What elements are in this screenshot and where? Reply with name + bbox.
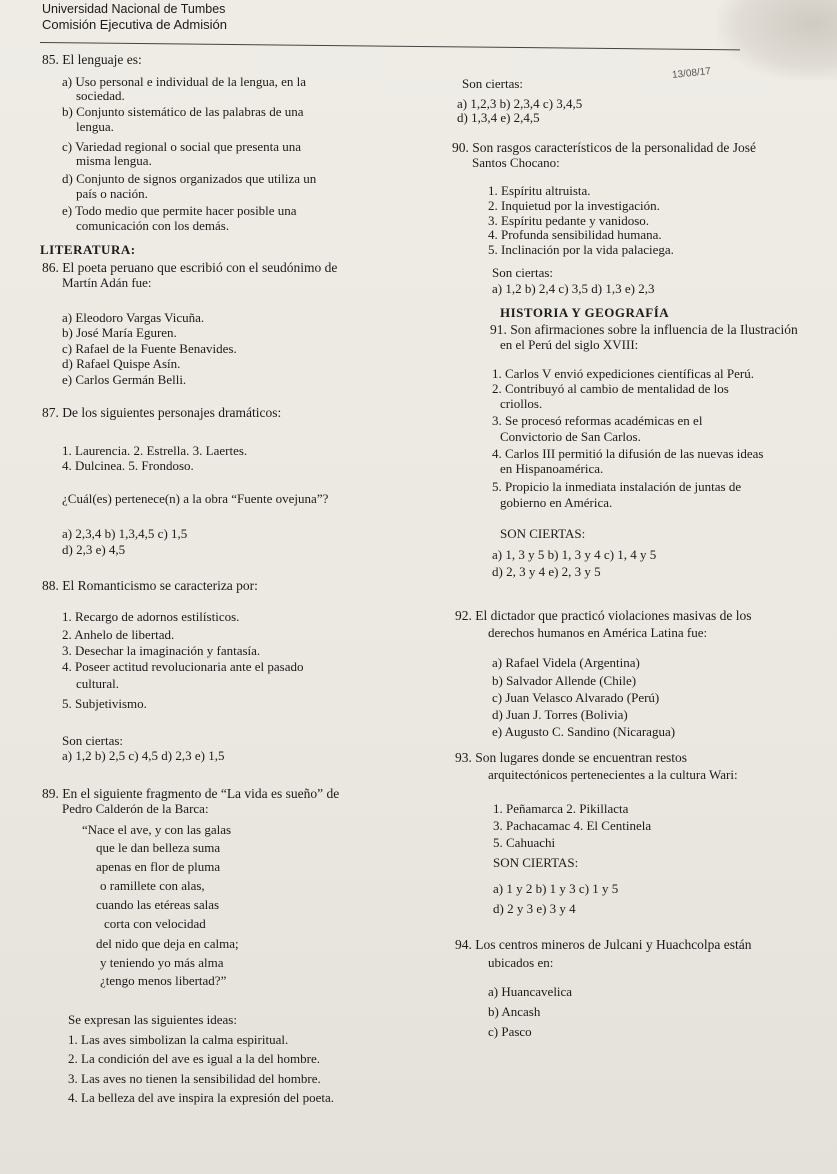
text-line-q87-o2: d) 2,3 e) 4,5: [62, 542, 126, 557]
text-line-q85-d2: país o nación.: [76, 186, 148, 201]
text-line-q92-c: c) Juan Velasco Alvarado (Perú): [492, 690, 660, 705]
date-stamp: 13/08/17: [671, 65, 712, 82]
text-line-q91-2: en el Perú del siglo XVIII:: [500, 337, 639, 352]
text-line-q86-c: c) Rafael de la Fuente Benavides.: [62, 341, 237, 356]
text-line-q86-a: a) Eleodoro Vargas Vicuña.: [62, 310, 205, 325]
text-line-q85-o1: a) 1,2,3 b) 2,3,4 c) 3,4,5: [457, 96, 583, 111]
text-line-q85-c1: c) Variedad regional o social que presenta una: [62, 139, 302, 154]
text-line-q85-d1: d) Conjunto de signos organizados que utiliza un: [62, 171, 317, 186]
text-line-q85-o2: d) 1,3,4 e) 2,4,5: [457, 110, 540, 125]
text-line-q88-i3: 3. Desechar la imaginación y fantasía.: [62, 643, 261, 658]
text-line-q89-i1: 1. Las aves simbolizan la calma espiritual.: [68, 1032, 289, 1047]
text-line-q86-d: d) Rafael Quispe Asín.: [62, 356, 181, 371]
text-line-q92-e: e) Augusto C. Sandino (Nicaragua): [492, 724, 676, 739]
text-line-q87-1: 87. De los siguientes personajes dramáticos:: [42, 405, 282, 420]
text-line-q93-2: arquitectónicos pertenecientes a la cultura Wari:: [488, 767, 738, 782]
text-line-q85-e2: comunicación con los demás.: [76, 218, 230, 233]
text-line-q91-i3a: 3. Se procesó reformas académicas en el: [492, 413, 703, 428]
text-line-q85-a2: sociedad.: [76, 88, 125, 103]
text-line-q86-2: Martín Adán fue:: [62, 275, 152, 290]
text-line-q89-1: 89. En el siguiente fragmento de “La vida es sueño” de: [42, 786, 340, 801]
text-line-q91-i2b: criollos.: [500, 396, 543, 411]
text-line-q94-a: a) Huancavelica: [488, 984, 573, 999]
text-line-q89-p4: o ramillete con alas,: [100, 878, 205, 893]
text-line-q93-i1: 1. Peñamarca 2. Pikillacta: [493, 801, 629, 816]
text-line-q85-c2: misma lengua.: [76, 153, 152, 168]
text-line-q90-i4: 4. Profunda sensibilidad humana.: [488, 227, 662, 242]
text-line-q93-son: SON CIERTAS:: [493, 855, 579, 870]
text-line-q88-i4a: 4. Poseer actitud revolucionaria ante el pasado: [62, 659, 304, 674]
text-line-q91-1: 91. Son afirmaciones sobre la influencia de la Ilustración: [490, 322, 798, 337]
text-line-q85-son: Son ciertas:: [462, 76, 524, 91]
text-line-q91-i3b: Convictorio de San Carlos.: [500, 429, 641, 444]
text-line-q87-l1: 1. Laurencia. 2. Estrella. 3. Laertes.: [62, 443, 248, 458]
text-line-q93-o2: d) 2 y 3 e) 3 y 4: [493, 901, 576, 916]
text-line-q94-2: ubicados en:: [488, 955, 554, 970]
text-line-q93-i2: 3. Pachacamac 4. El Centinela: [493, 818, 652, 833]
text-line-q85-title: 85. El lenguaje es:: [42, 52, 142, 67]
text-line-q86-e: e) Carlos Germán Belli.: [62, 372, 187, 387]
text-line-q92-2: derechos humanos en América Latina fue:: [488, 625, 708, 640]
text-line-lit-heading: LITERATURA:: [40, 242, 136, 257]
text-line-q90-i2: 2. Inquietud por la investigación.: [488, 198, 660, 213]
text-line-q89-p7: del nido que deja en calma;: [96, 936, 239, 951]
right-column: [452, 0, 812, 1174]
text-line-q92-b: b) Salvador Allende (Chile): [492, 673, 637, 688]
text-line-q91-son: SON CIERTAS:: [500, 526, 586, 541]
text-line-q94-1: 94. Los centros mineros de Julcani y Huachcolpa están: [455, 937, 752, 952]
text-line-q89-p2: que le dan belleza suma: [96, 840, 221, 855]
text-line-q90-1: 90. Son rasgos característicos de la personalidad de José: [452, 140, 757, 155]
text-line-q91-i1: 1. Carlos V envió expediciones científicas al Perú.: [492, 366, 754, 381]
text-line-q89-p8: y teniendo yo más alma: [100, 955, 224, 970]
text-line-q94-b: b) Ancash: [488, 1004, 541, 1019]
text-line-q89-p3: apenas en flor de pluma: [96, 859, 221, 874]
text-line-q88-son: Son ciertas:: [62, 733, 124, 748]
text-line-q92-d: d) Juan J. Torres (Bolivia): [492, 707, 628, 722]
text-line-q88-1: 88. El Romanticismo se caracteriza por:: [42, 578, 258, 593]
text-line-q87-q: ¿Cuál(es) pertenece(n) a la obra “Fuente ovejuna”?: [62, 491, 329, 506]
text-line-q91-o1: a) 1, 3 y 5 b) 1, 3 y 4 c) 1, 4 y 5: [492, 547, 657, 562]
text-line-q89-2: Pedro Calderón de la Barca:: [62, 801, 209, 816]
text-line-q90-son: Son ciertas:: [492, 265, 554, 280]
text-line-q88-i2: 2. Anhelo de libertad.: [62, 627, 175, 642]
text-line-q88-i5: 5. Subjetivismo.: [62, 696, 147, 711]
text-line-q85-b2: lengua.: [76, 119, 114, 134]
text-line-q87-l2: 4. Dulcinea. 5. Frondoso.: [62, 458, 194, 473]
text-line-q89-p1: “Nace el ave, y con las galas: [82, 822, 232, 837]
text-line-q85-e1: e) Todo medio que permite hacer posible una: [62, 203, 297, 218]
left-column: [42, 0, 422, 1174]
text-line-q88-i4b: cultural.: [76, 676, 119, 691]
text-line-q85-b1: b) Conjunto sistemático de las palabras de una: [62, 104, 304, 119]
text-line-q94-c: c) Pasco: [488, 1024, 532, 1039]
text-line-q90-opts: a) 1,2 b) 2,4 c) 3,5 d) 1,3 e) 2,3: [492, 281, 655, 296]
text-line-q89-p6: corta con velocidad: [104, 916, 206, 931]
text-line-q90-i5: 5. Inclinación por la vida palaciega.: [488, 242, 674, 257]
commission-name: Comisión Ejecutiva de Admisión: [42, 17, 227, 32]
text-line-q89-i2: 2. La condición del ave es igual a la del hombre.: [68, 1051, 320, 1066]
text-line-q88-opts: a) 1,2 b) 2,5 c) 4,5 d) 2,3 e) 1,5: [62, 748, 225, 763]
text-line-q89-i3: 3. Las aves no tienen la sensibilidad del hombre.: [68, 1071, 321, 1086]
text-line-q91-i2a: 2. Contribuyó al cambio de mentalidad de los: [492, 381, 729, 396]
text-line-q93-1: 93. Son lugares donde se encuentran restos: [455, 750, 688, 765]
text-line-hist-heading: HISTORIA Y GEOGRAFÍA: [500, 305, 670, 320]
text-line-q91-i4a: 4. Carlos III permitió la difusión de las nuevas ideas: [492, 446, 764, 461]
text-line-q89-i4: 4. La belleza del ave inspira la expresión del poeta.: [68, 1090, 335, 1105]
text-line-q90-2: Santos Chocano:: [472, 155, 560, 170]
text-line-q87-o1: a) 2,3,4 b) 1,3,4,5 c) 1,5: [62, 526, 188, 541]
text-line-q93-o1: a) 1 y 2 b) 1 y 3 c) 1 y 5: [493, 881, 619, 896]
text-line-q90-i1: 1. Espíritu altruista.: [488, 183, 591, 198]
text-line-q88-i1: 1. Recargo de adornos estilísticos.: [62, 609, 240, 624]
text-line-q89-p9: ¿tengo menos libertad?”: [100, 973, 227, 988]
text-line-q86-b: b) José María Eguren.: [62, 325, 177, 340]
text-line-q86-1: 86. El poeta peruano que escribió con el seudónimo de: [42, 260, 338, 275]
text-line-q85-a1: a) Uso personal e individual de la lengua, en la: [62, 74, 307, 89]
text-line-q93-i3: 5. Cahuachi: [493, 835, 556, 850]
text-line-q91-i4b: en Hispanoamérica.: [500, 461, 604, 476]
text-line-q89-p5: cuando las etéreas salas: [96, 897, 220, 912]
text-line-q92-1: 92. El dictador que practicó violaciones masivas de los: [455, 608, 752, 623]
text-line-q91-o2: d) 2, 3 y 4 e) 2, 3 y 5: [492, 564, 601, 579]
text-line-q90-i3: 3. Espíritu pedante y vanidoso.: [488, 213, 650, 228]
text-line-q91-i5a: 5. Propicio la inmediata instalación de juntas de: [492, 479, 742, 494]
text-line-q92-a: a) Rafael Videla (Argentina): [492, 655, 640, 670]
text-line-q89-expr: Se expresan las siguientes ideas:: [68, 1012, 237, 1027]
text-line-q91-i5b: gobierno en América.: [500, 495, 613, 510]
university-name: Universidad Nacional de Tumbes: [42, 2, 226, 16]
